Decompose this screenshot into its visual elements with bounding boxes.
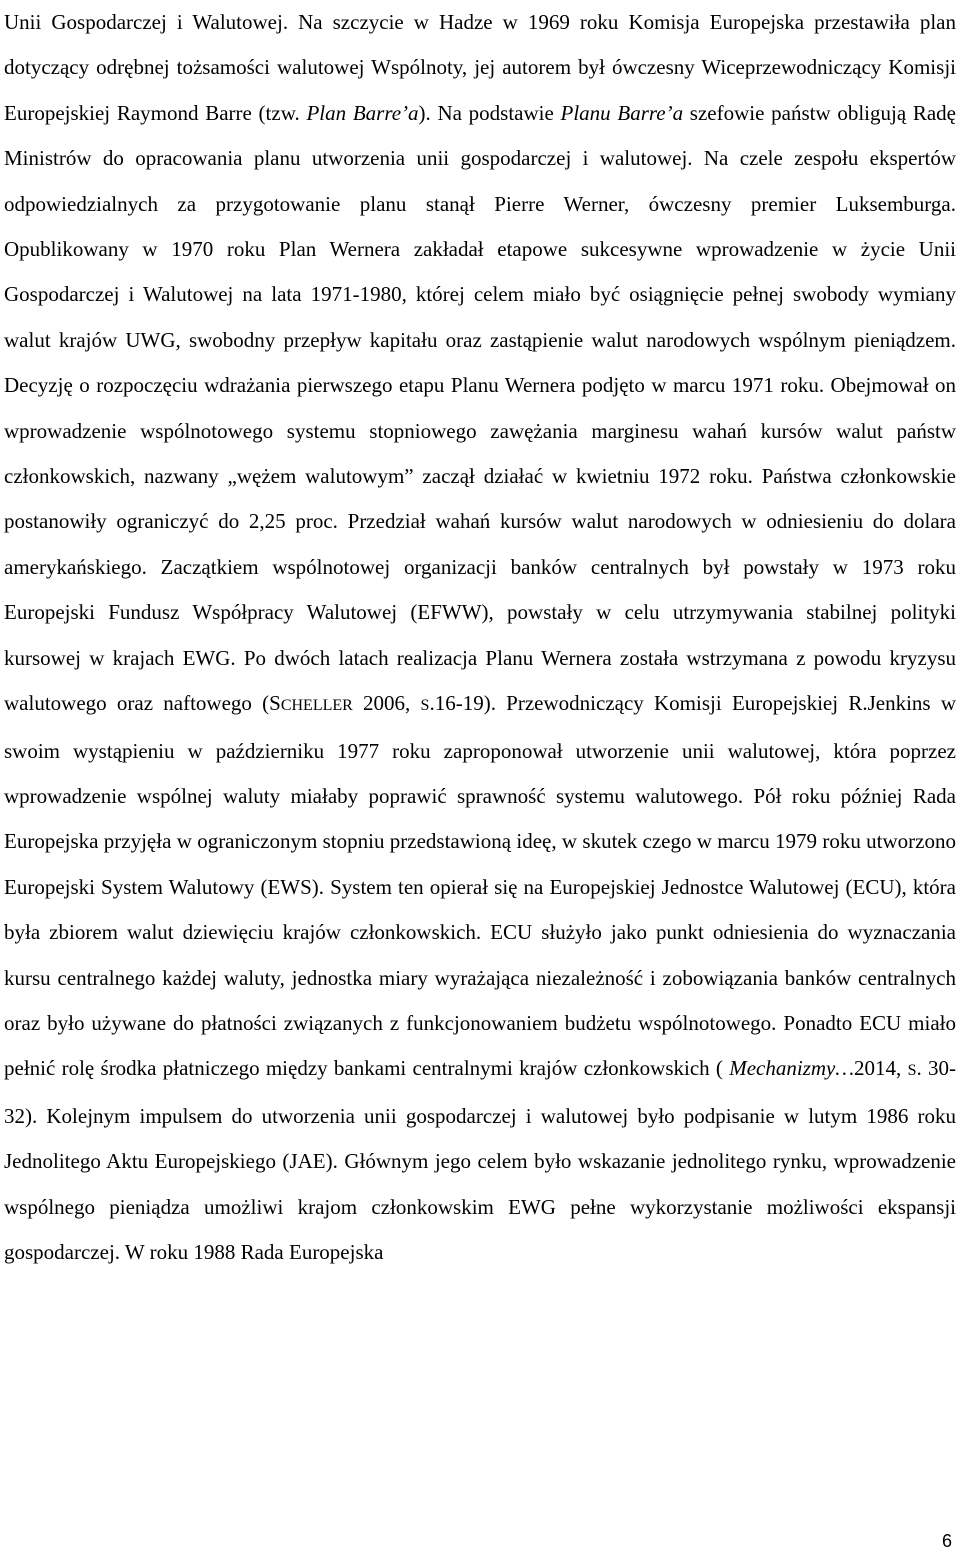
text-segment-smallcaps: S xyxy=(907,1062,917,1080)
text-segment: 2014, xyxy=(854,1056,908,1081)
text-segment: .16-19). Przewodniczący Komisji Europejskiej R.Jenkins w swoim wystąpieniu w październiku 1977 roku zaproponował utworzenie unii walutowej, która poprzez wprowadzenie wspólnej waluty miałaby poprawić sprawność systemu walutowego. Pół roku później Rada Europejska przyjęła w ograniczonym stopniu przedstawioną ideę, w skutek czego w marcu 1979 roku utworzono Europejski System Walutowy (EWS). System ten opierał się na Europejskiej Jednostce Walutowej (ECU), która była zbiorem walut dziewięciu krajów członkowskich. ECU służyło jako punkt odniesienia do wyznaczania kursu centralnego każdej waluty, jednostka miary wyrażająca niezależność i zobowiązania banków centralnych oraz było używane do płatności związanych z funkcjonowaniem budżetu wspólnotowego. Ponadto ECU miało pełnić rolę środka płatniczego między bankami centralnymi krajów członkowskich ( xyxy=(4,691,956,1081)
body-paragraph xyxy=(4,0,956,1275)
text-segment: ). Na podstawie xyxy=(418,100,561,125)
text-segment: Unii Gospodarczej i Walutowej. Na szczycie w Hadze w 1969 roku Komisja Europejska przestawiła plan dotyczący odrębnej tożsamości walutowej Wspólnoty, jej autorem był ówczesny Wiceprzewodniczący Komisji Europejskiej Raymond Barre (tzw. xyxy=(4,10,956,125)
text-segment: szefowie państw obligują Radę Ministrów do opracowania planu utworzenia unii gospodarczej i walutowej. Na czele zespołu ekspertów odpowiedzialnych za przygotowanie planu stanął Pierre Werner, ówczesny premier Luksemburga. Opublikowany w 1970 roku Plan Wernera zakładał etapowe sukcesywne wprowadzenie w życie Unii Gospodarczej i Walutowej na lata 1971-1980, której celem miało być osiągnięcie pełnej swobody wymiany walut krajów UWG, swobodny przepływ kapitału oraz zastąpienie walut narodowych wspólnym pieniądzem. Decyzję o rozpoczęciu wdrażania pierwszego etapu Planu Wernera podjęto w marcu 1971 roku. Obejmował on wprowadzenie wspólnotowego systemu stopniowego zawężania marginesu wahań kursów walut państw członkowskich, nazwany „wężem walutowym” zaczął działać w kwietniu 1972 roku. Państwa członkowskie postanowiły ograniczyć do 2,25 proc. Przedział wahań kursów walut narodowych w odniesieniu do dolara amerykańskiego. Zaczątkiem wspólnotowej organizacji banków centralnych był powstały w 1973 roku Europejski Fundusz Współpracy Walutowej (EFWW), powstały w celu utrzymywania stabilnej polityki kursowej w krajach EWG. Po dwóch latach realizacja Planu Wernera została wstrzymana z powodu kryzysu walutowego oraz naftowego (S xyxy=(4,100,956,716)
text-segment: . 30-32). Kolejnym impulsem do utworzenia unii gospodarczej i walutowej było podpisanie w lutym 1986 roku Jednolitego Aktu Europejskiego (JAE). Głównym jego celem było wskazanie jednolitego rynku, wprowadzenie wspólnego pieniądza umożliwi krajom członkowskim EWG pełne wykorzystanie możliwości ekspansji gospodarczej. W roku 1988 Rada Europejska xyxy=(4,1056,956,1264)
text-segment-italic: Planu Barre’a xyxy=(560,100,684,125)
page-number: 6 xyxy=(941,1531,952,1551)
text-segment-smallcaps: CHELLER xyxy=(280,697,353,715)
text-segment: 2006, xyxy=(352,691,421,716)
text-segment-italic: Mechanizmy… xyxy=(729,1056,855,1081)
document-page xyxy=(4,0,956,1561)
text-segment-italic: Plan Barre’a xyxy=(306,100,419,125)
text-segment-smallcaps: S xyxy=(420,697,430,715)
